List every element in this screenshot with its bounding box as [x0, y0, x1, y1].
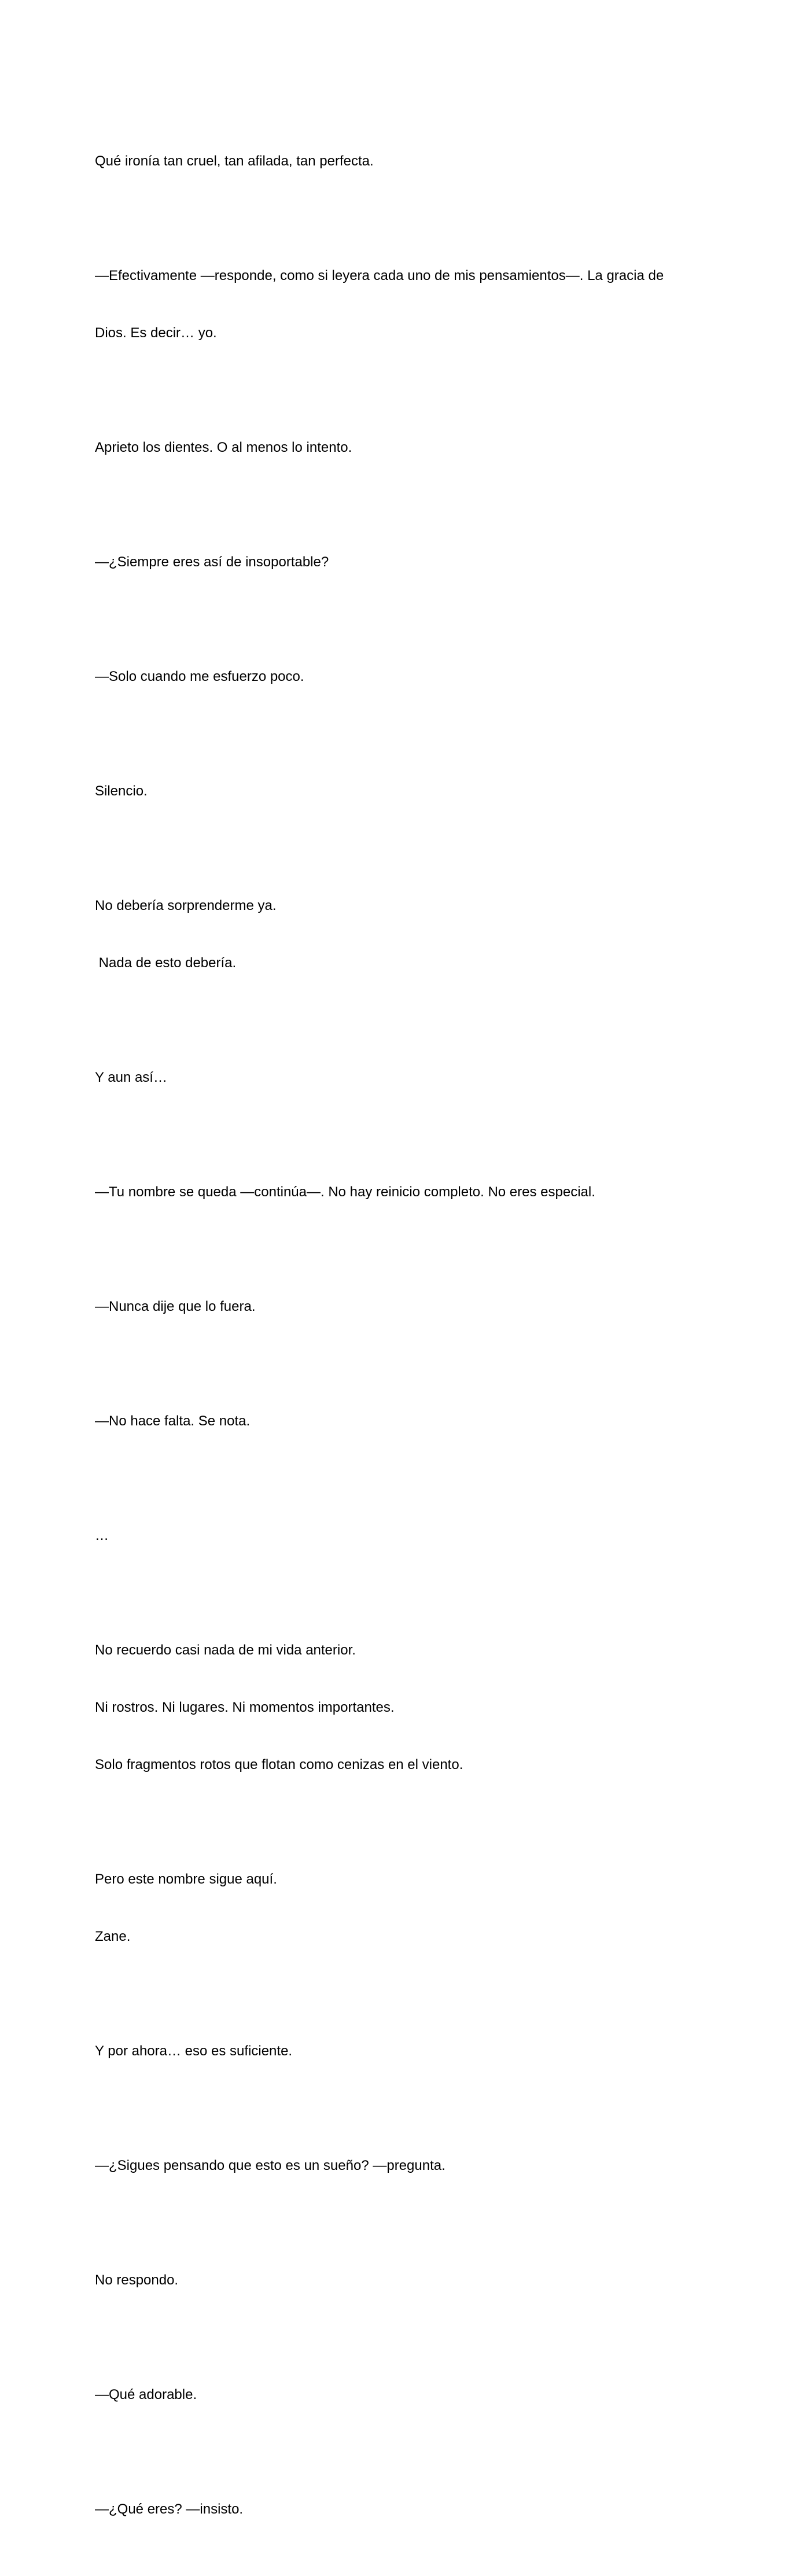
- paragraph: [95, 2347, 715, 2442]
- text-line: Nada de esto debería.: [95, 955, 237, 971]
- text-line: Ni rostros. Ni lugares. Ni momentos importantes.: [95, 1700, 395, 1715]
- paragraph: [95, 1030, 715, 1125]
- paragraph: [95, 2118, 715, 2213]
- paragraph: [95, 1144, 715, 1240]
- text-line: Solo fragmentos rotos que flotan como cenizas en el viento.: [95, 1757, 463, 1772]
- paragraph: [95, 1373, 715, 1469]
- text-line: —No hace falta. Se nota.: [95, 1413, 251, 1429]
- text-line: —Nunca dije que lo fuera.: [95, 1299, 256, 1314]
- text-line: —Tu nombre se queda —continúa—. No hay reinicio completo. No eres especial.: [95, 1184, 595, 1200]
- paragraph: [95, 1259, 715, 1354]
- scene-break: [95, 1488, 715, 1583]
- text-line: Pero este nombre sigue aquí.: [95, 1871, 277, 1887]
- paragraph: [95, 2232, 715, 2328]
- text-line: No recuerdo casi nada de mi vida anterior.: [95, 1642, 356, 1658]
- text-line: Y aun así…: [95, 1070, 167, 1085]
- text-line: —¿Siempre eres así de insoportable?: [95, 554, 329, 570]
- text-line: No debería sorprenderme ya.: [95, 898, 277, 913]
- text-line: —Solo cuando me esfuerzo poco.: [95, 669, 304, 684]
- text-line: —Efectivamente —responde, como si leyera cada uno de mis pensamientos—. La gracia de: [95, 268, 664, 283]
- text-line: —Qué adorable.: [95, 2387, 197, 2402]
- paragraph: [95, 2003, 715, 2099]
- paragraph: [95, 228, 715, 381]
- paragraph: [95, 1831, 715, 1984]
- paragraph: [95, 2461, 715, 2557]
- paragraph: [95, 113, 715, 209]
- text-line: —¿Sigues pensando que esto es un sueño? —pregunta.: [95, 2158, 446, 2173]
- text-line: Y por ahora… eso es suficiente.: [95, 2043, 293, 2059]
- paragraph: [95, 629, 715, 724]
- text-line: Qué ironía tan cruel, tan afilada, tan perfecta.: [95, 153, 374, 169]
- text-line: No respondo.: [95, 2272, 179, 2288]
- paragraph: [95, 743, 715, 839]
- document-body: [95, 113, 715, 2576]
- text-line: Zane.: [95, 1929, 131, 1944]
- text-line: …: [95, 1528, 109, 1543]
- paragraph: [95, 514, 715, 610]
- text-line: Silencio.: [95, 783, 148, 799]
- paragraph: [95, 858, 715, 1011]
- text-line: Aprieto los dientes. O al menos lo intento.: [95, 440, 352, 455]
- text-line: —¿Qué eres? —insisto.: [95, 2501, 244, 2517]
- paragraph: [95, 400, 715, 495]
- text-line: Dios. Es decir… yo.: [95, 325, 217, 341]
- paragraph: [95, 1602, 715, 1812]
